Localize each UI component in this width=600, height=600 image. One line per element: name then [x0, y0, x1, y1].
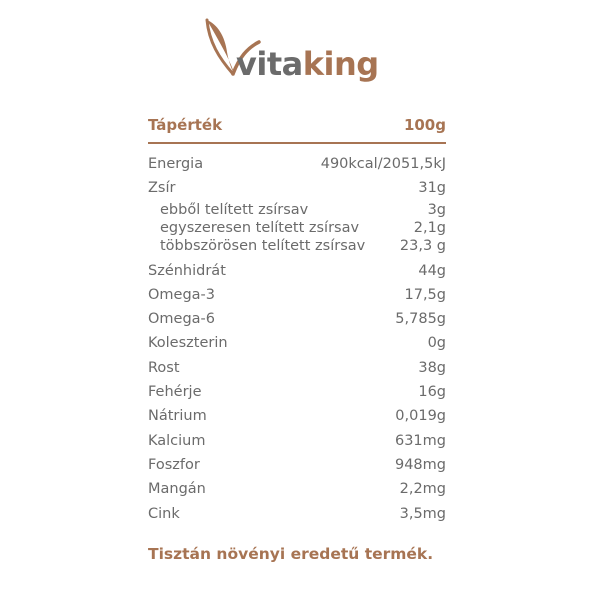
table-row-sub [148, 201, 446, 219]
row-label: Cink [148, 505, 180, 522]
table-row [148, 429, 446, 453]
row-label: Energia [148, 156, 204, 172]
row-label: Fehérje [148, 384, 202, 401]
row-value: 44g [418, 262, 446, 279]
brand-name-part1: vita [236, 45, 303, 83]
row-value: 17,5g [404, 286, 446, 303]
row-value: 31g [418, 180, 446, 197]
table-row [148, 259, 446, 283]
row-label: Kalcium [148, 432, 206, 449]
table-row [148, 331, 446, 355]
row-value: 38g [418, 359, 446, 376]
row-value: 2,1g [413, 219, 446, 236]
row-value: 2,2mg [399, 481, 446, 498]
row-label: Koleszterin [148, 335, 228, 352]
row-value: 5,785g [395, 311, 446, 328]
row-label: Nátrium [148, 408, 207, 425]
table-header [148, 116, 446, 138]
row-value: 3,5mg [399, 505, 446, 522]
row-value: 0,019g [395, 408, 446, 425]
row-value: 23,3 g [399, 237, 446, 254]
table-row [148, 307, 446, 331]
row-label: Foszfor [148, 456, 200, 473]
table-row [148, 477, 446, 501]
header-divider [148, 142, 446, 144]
row-value: 0g [427, 335, 446, 352]
row-label: Szénhidrát [148, 262, 226, 279]
footer-note: Tisztán növényi eredetű termék. [148, 545, 434, 563]
row-label: Zsír [148, 180, 176, 197]
row-label: Omega-3 [148, 286, 216, 303]
header-label: Tápérték [148, 116, 223, 134]
table-row [148, 502, 446, 526]
row-value: 631mg [394, 432, 446, 449]
table-row [148, 356, 446, 380]
brand-logo [203, 18, 379, 83]
row-value: 490kcal/2051,5kJ [320, 156, 446, 172]
nutrition-table [148, 116, 446, 526]
table-row [148, 152, 446, 176]
row-label: Mangán [148, 481, 206, 498]
row-value: 948mg [394, 456, 446, 473]
table-row-sub [148, 219, 446, 237]
table-row [148, 453, 446, 477]
row-label: Omega-6 [148, 311, 216, 328]
row-label: többszörösen telített zsírsav [160, 237, 366, 254]
header-value: 100g [403, 116, 446, 134]
brand-name-part2: king [302, 45, 379, 83]
row-label: Rost [148, 359, 180, 376]
table-row-sub [148, 237, 446, 255]
row-value: 3g [427, 201, 446, 218]
table-row [148, 404, 446, 428]
row-value: 16g [418, 384, 446, 401]
row-label: ebből telített zsírsav [160, 201, 309, 218]
brand-name [236, 45, 379, 83]
row-label: egyszeresen telített zsírsav [160, 219, 360, 236]
table-row [148, 283, 446, 307]
table-row [148, 380, 446, 404]
table-row [148, 176, 446, 200]
